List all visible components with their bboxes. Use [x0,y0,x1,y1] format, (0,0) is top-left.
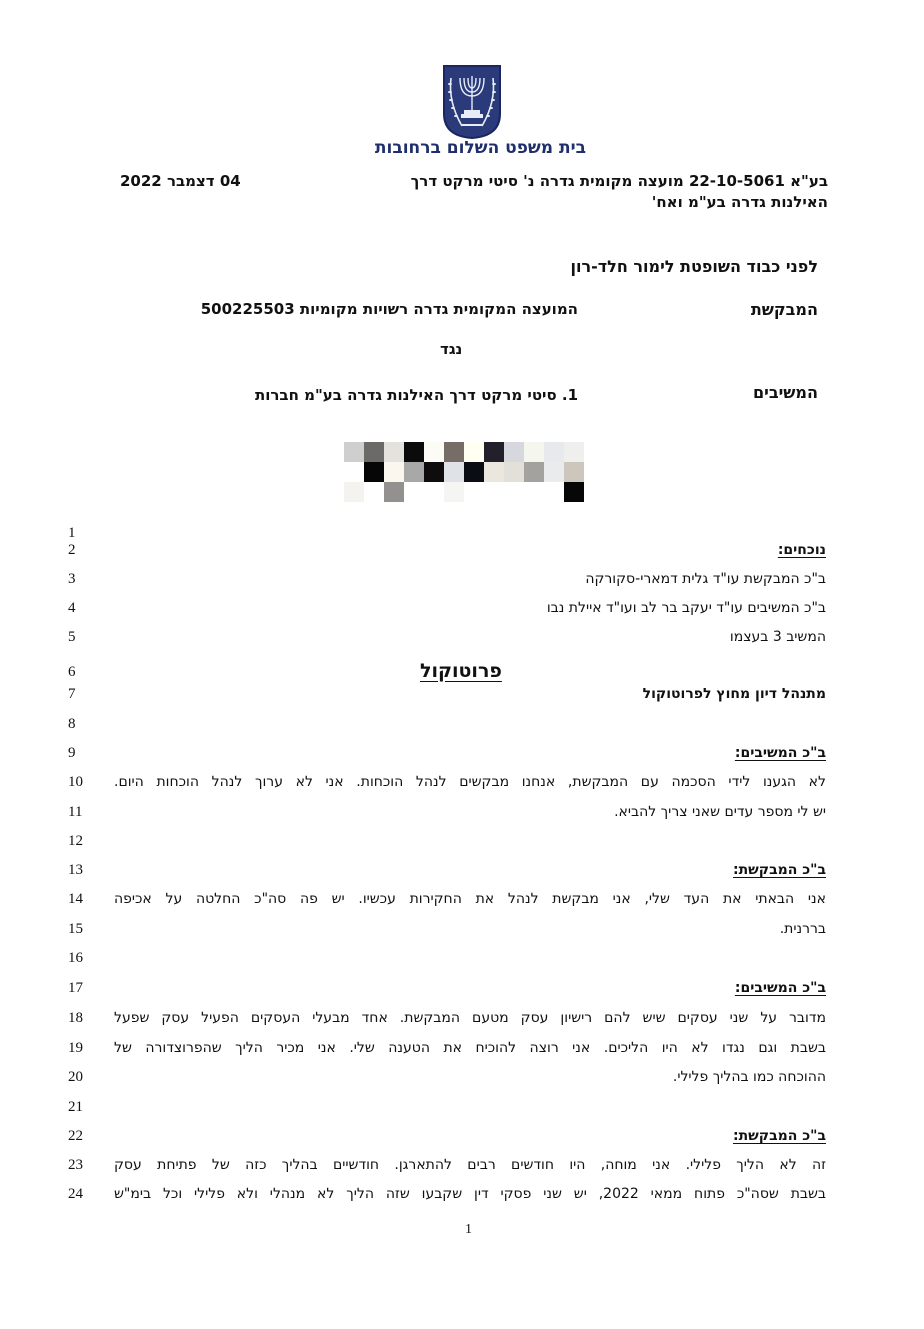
line-number: 1 [68,525,76,541]
line-number: 21 [68,1099,83,1115]
speaker-header: ב"כ המבקשת: [732,1128,826,1144]
line-number: 18 [68,1010,83,1026]
transcript-line: מדובר על שני עסקים שיש להם רישיון עסק מטעם המבקשת. אחד מבעלי העסקים הפעיל עסק שפעל [114,1010,826,1026]
line-number: 4 [68,600,76,616]
line-number: 24 [68,1186,83,1202]
line-number: 9 [68,745,76,761]
transcript-line: ההוכחה כמו בהליך פלילי. [672,1069,826,1085]
page-number: 1 [465,1222,472,1237]
plaintiff-name: המועצה המקומית גדרה רשויות מקומיות 500225503 [200,300,578,318]
respondent-1: 1. סיטי מרקט דרך האילנות גדרה בע"מ חברות [255,386,578,404]
transcript-line: יש לי מספר עדים שאני צריך להביא. [614,804,826,820]
line-number: 20 [68,1069,83,1085]
speaker-header: ב"כ המשיבים: [734,980,826,996]
transcript-line: בררנית. [779,921,826,937]
transcript-line: בשבת וגם נגדו לא היו הליכים. אני רוצה להוכיח את הטענה שלי. אני מכיר הליך שהפרוצדורה של [114,1040,826,1056]
line-number: 16 [68,950,83,966]
line-number: 2 [68,542,76,558]
speaker-header: ב"כ המבקשת: [732,862,826,878]
line-number: 14 [68,891,83,907]
line-number: 23 [68,1157,83,1173]
case-title-line-2: האילנות גדרה בע"מ ואח' [651,193,828,211]
section-header-present: נוכחים: [777,542,826,558]
respondents-label: המשיבים [752,383,818,402]
line-number: 13 [68,862,83,878]
line-number: 5 [68,629,76,645]
transcript-line: זה לא הליך פלילי. אני מוחה, היו חודשים רבים להתארגן. חודשיים בהליך כזה של פתיחת עסק [114,1157,826,1173]
line-number: 11 [68,804,83,820]
line-number: 19 [68,1040,83,1056]
case-title-line-1: בע"א 22-10-5061 מועצה מקומית גדרה נ' סיטי מרקט דרך [410,172,828,190]
hearing-date: 04 דצמבר 2022 [120,172,241,190]
transcript-line: בשבת שסה"כ פתוח ממאי 2022, יש שני פסקי דין שקבעו שזה הליך לא מנהלי ולא פלילי וכל בימ"ש [114,1186,827,1202]
line-number: 8 [68,716,76,732]
line-number: 12 [68,833,83,849]
transcript-line: לא הגענו לידי הסכמה עם המבקשת, אנחנו מבקשים לנהל הוכחות. אני לא ערוך לנהל הוכחות היום. [114,774,826,790]
state-emblem-icon [442,64,502,140]
redacted-block [342,440,584,504]
line-number: 10 [68,774,83,790]
speaker-header: ב"כ המשיבים: [734,745,826,761]
line-number: 17 [68,980,83,996]
judge-line: לפני כבוד השופטת לימור חלד-רון [570,257,818,276]
line-number: 15 [68,921,83,937]
off-record-note: מתנהל דיון מחוץ לפרוטוקול [642,686,826,702]
attendee-line: ב"כ המבקשת עו"ד גלית דמארי-סקורקה [585,571,826,587]
line-number: 22 [68,1128,83,1144]
protocol-title: פרוטוקול [420,660,502,682]
plaintiff-label: המבקשת [750,300,818,319]
line-number: 7 [68,686,76,702]
attendee-line: ב"כ המשיבים עו"ד יעקב בר לב ועו"ד איילת נבו [546,600,826,616]
line-number: 6 [68,664,76,680]
court-name: בית משפט השלום ברחובות [374,138,586,158]
attendee-line: המשיב 3 בעצמו [729,629,826,645]
line-number: 3 [68,571,76,587]
versus-label: נגד [440,340,463,358]
transcript-line: אני הבאתי את העד שלי, אני מבקשת לנהל את החקירות עכשיו. יש פה סה"כ החלטה על אכיפה [114,891,826,907]
